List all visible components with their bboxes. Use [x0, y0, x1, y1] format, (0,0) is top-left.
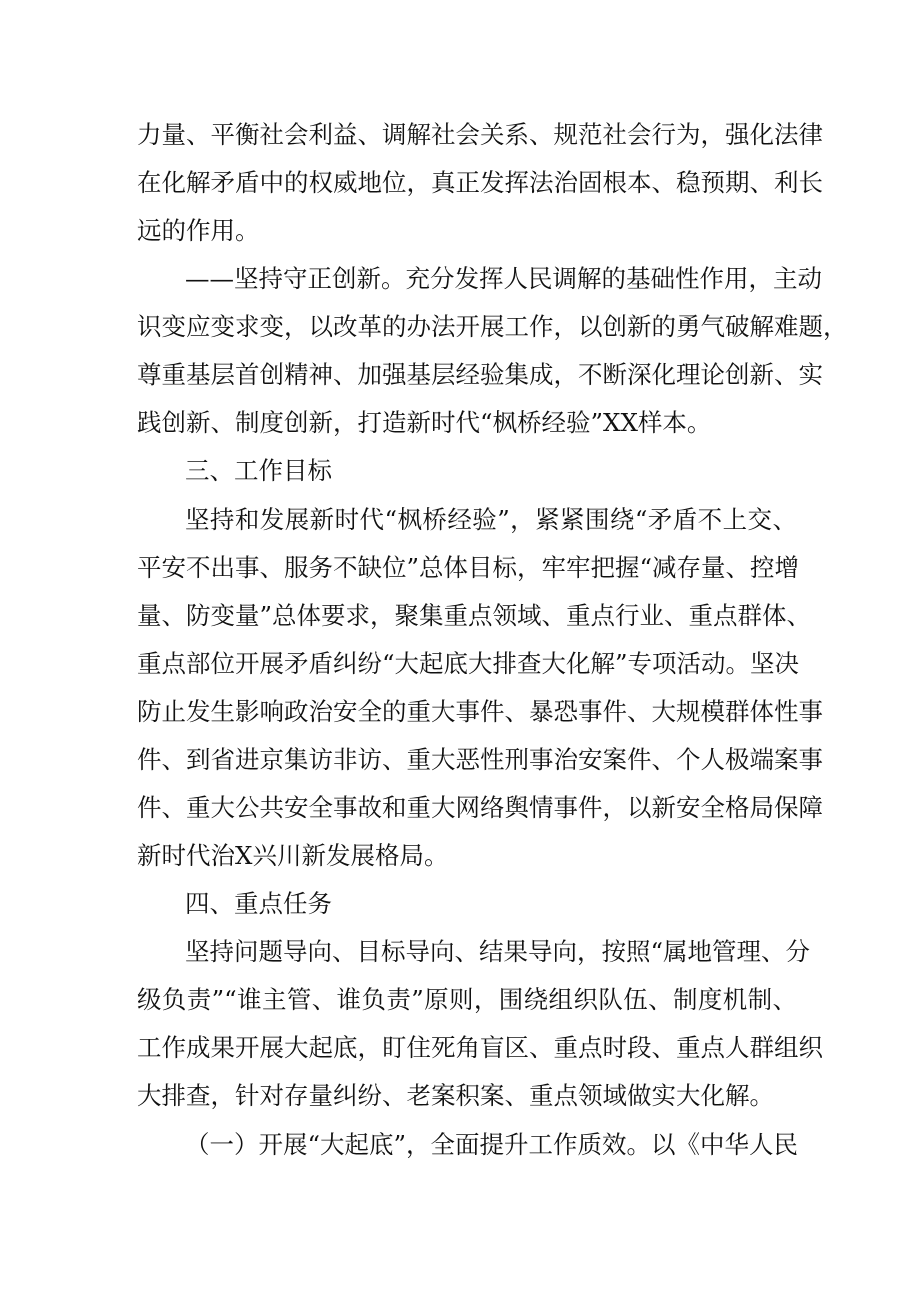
paragraph-line: （一）开展“大起底”，全面提升工作质效。以《中华人民: [185, 1130, 799, 1159]
paragraph-line: 新时代治X兴川新发展格局。: [137, 841, 449, 870]
paragraph-line: 远的作用。: [137, 216, 260, 245]
paragraph-line: 在化解矛盾中的权威地位，真正发挥法治固根本、稳预期、利长: [137, 168, 823, 197]
paragraph-line: 尊重基层首创精神、加强基层经验集成，不断深化理论创新、实: [137, 360, 823, 389]
paragraph-line: 大排查，针对存量纠纷、老案积案、重点领域做实大化解。: [137, 1081, 774, 1110]
paragraph-line: 平安不出事、服务不缺位”总体目标，牢牢把握“减存量、控增: [137, 553, 800, 582]
paragraph-line: 防止发生影响政治安全的重大事件、暴恐事件、大规模群体性事: [137, 697, 823, 726]
paragraph-line: 力量、平衡社会利益、调解社会关系、规范社会行为，强化法律: [137, 120, 823, 149]
paragraph-line: 坚持问题导向、目标导向、结果导向，按照“属地管理、分: [185, 937, 811, 966]
paragraph-line: 工作成果开展大起底，盯住死角盲区、重点时段、重点人群组织: [137, 1033, 823, 1062]
paragraph-line: ——坚持守正创新。充分发挥人民调解的基础性作用，主动: [185, 264, 822, 293]
section-heading: 四、重点任务: [185, 889, 332, 918]
paragraph-line: 量、防变量”总体要求，聚集重点领域、重点行业、重点群体、: [137, 601, 812, 630]
paragraph-line: 坚持和发展新时代“枫桥经验”，紧紧围绕“矛盾不上交、: [185, 505, 797, 534]
paragraph-line: 践创新、制度创新，打造新时代“枫桥经验”XX样本。: [137, 408, 712, 437]
paragraph-line: 级负责”“谁主管、谁负责”原则，围绕组织队伍、制度机制、: [137, 985, 797, 1014]
paragraph-line: 重点部位开展矛盾纠纷“大起底大排查大化解”专项活动。坚决: [137, 649, 800, 678]
section-heading: 三、工作目标: [185, 456, 332, 485]
paragraph-line: 件、重大公共安全事故和重大网络舆情事件，以新安全格局保障: [137, 793, 823, 822]
paragraph-line: 件、到省进京集访非访、重大恶性刑事治安案件、个人极端案事: [137, 745, 823, 774]
paragraph-line: 识变应变求变，以改革的办法开展工作，以创新的勇气破解难题，: [137, 312, 848, 341]
